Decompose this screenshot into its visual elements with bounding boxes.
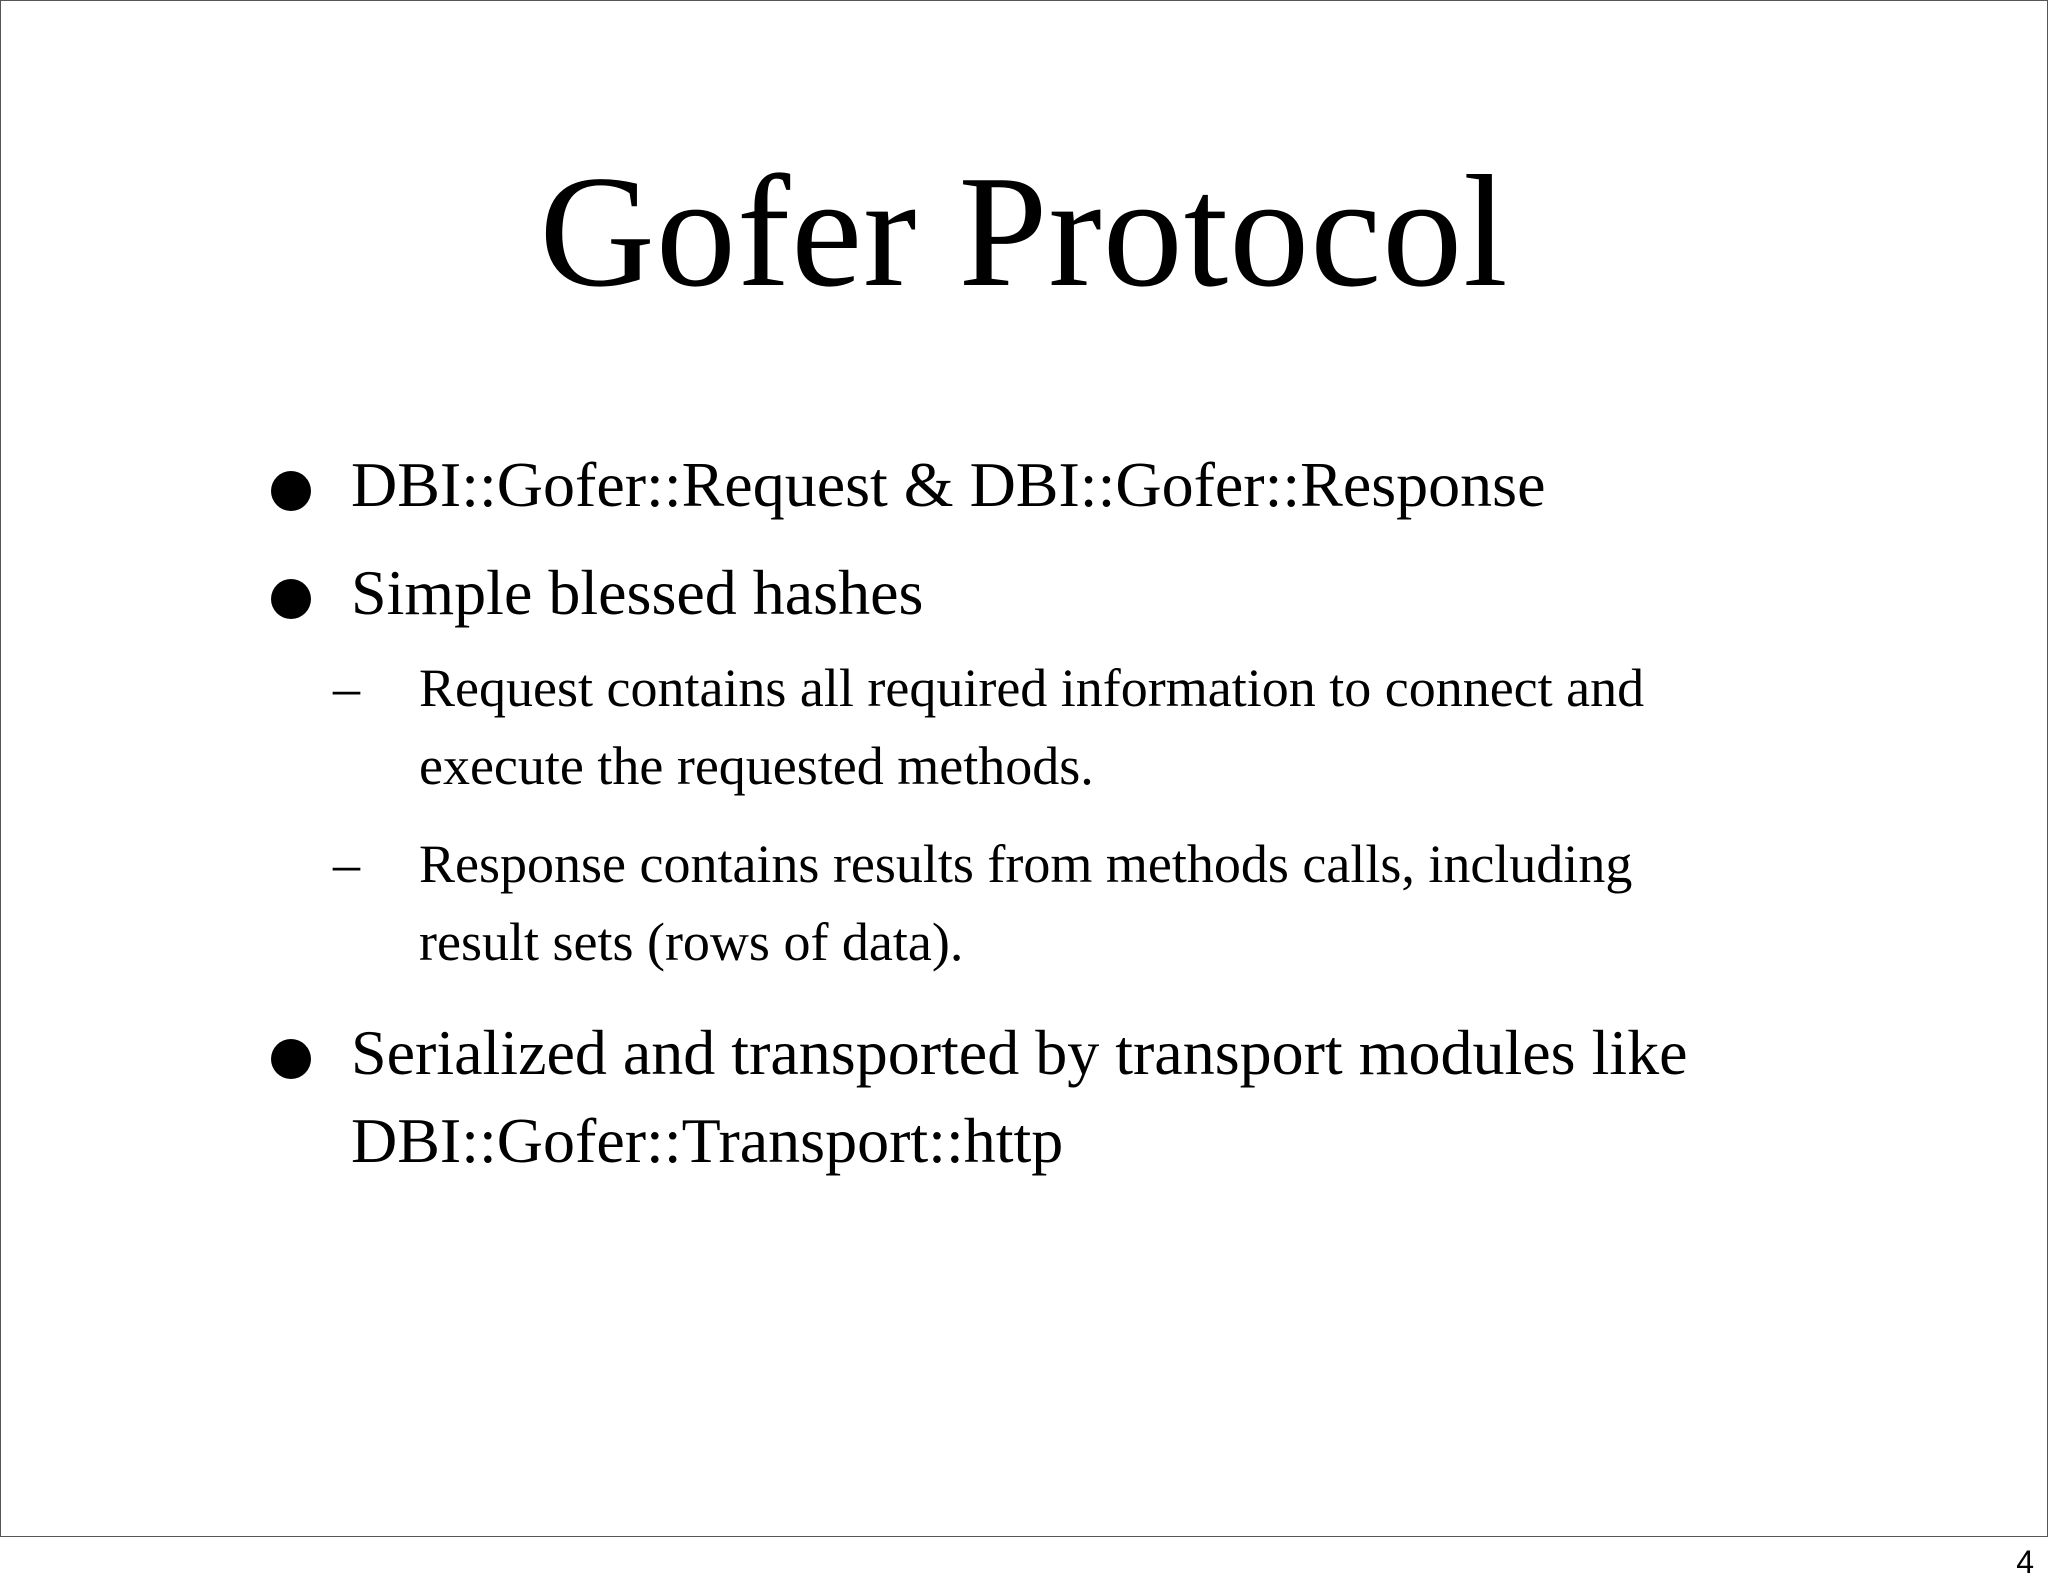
- dash-icon: –: [333, 834, 360, 894]
- bullet-text: DBI::Gofer::Request & DBI::Gofer::Response: [351, 449, 1546, 520]
- bullet-list: [251, 441, 1851, 1205]
- dash-icon: –: [333, 658, 360, 718]
- sub-bullet-text: Request contains all required information to connect and execute the requested methods.: [419, 658, 1645, 796]
- slide-title: Gofer Protocol: [539, 142, 1509, 320]
- bullet-text: Serialized and transported by transport modules like DBI::Gofer::Transport::http: [351, 1017, 1688, 1176]
- bullet-dot-icon: [271, 471, 311, 511]
- bullet-dot-icon: [271, 1039, 311, 1079]
- sub-bullet-text: Response contains results from methods calls, including result sets (rows of data).: [419, 834, 1633, 972]
- page-number: 4: [2016, 1544, 2034, 1580]
- bullet-text: Simple blessed hashes: [351, 557, 924, 628]
- bullet-item: [251, 549, 1851, 637]
- bullet-item: [251, 1009, 1851, 1185]
- sub-bullet-item: [251, 825, 1669, 981]
- sub-bullet-item: [251, 649, 1669, 805]
- bullet-item: [251, 441, 1851, 529]
- sub-bullet-list: [251, 649, 1851, 981]
- bullet-dot-icon: [271, 579, 311, 619]
